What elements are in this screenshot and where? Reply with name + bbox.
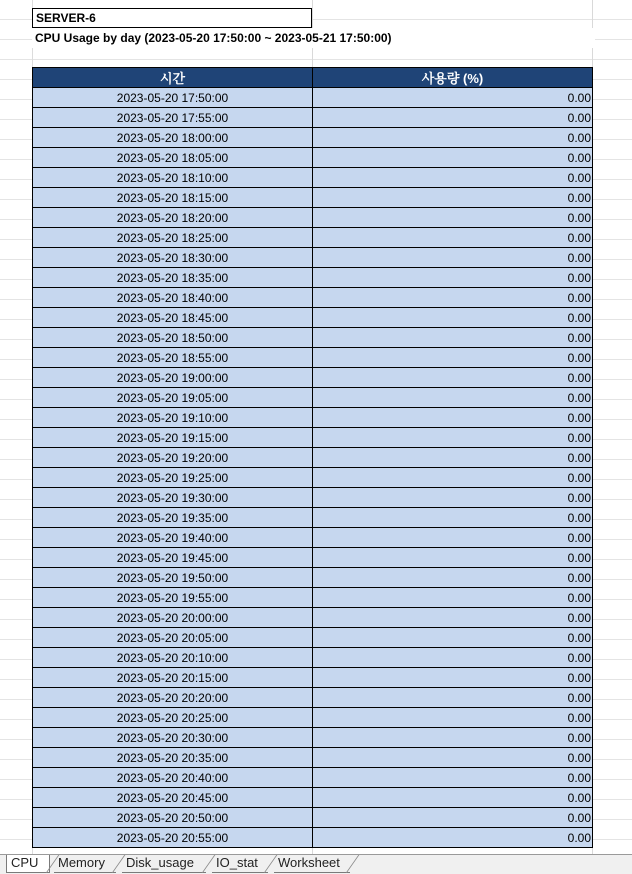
table-row	[33, 128, 593, 148]
time-cell[interactable]: 2023-05-20 20:35:00	[33, 748, 313, 768]
table-row	[33, 168, 593, 188]
table-row	[33, 668, 593, 688]
usage-cell[interactable]: 0.00	[313, 808, 593, 828]
time-cell[interactable]: 2023-05-20 20:20:00	[33, 688, 313, 708]
time-cell[interactable]: 2023-05-20 18:40:00	[33, 288, 313, 308]
usage-cell[interactable]: 0.00	[313, 208, 593, 228]
table-row	[33, 528, 593, 548]
time-cell[interactable]: 2023-05-20 20:00:00	[33, 608, 313, 628]
time-column-header[interactable]: 시간	[33, 68, 313, 88]
usage-column-header[interactable]: 사용량 (%)	[313, 68, 593, 88]
sheet-tab-cpu[interactable]: CPU	[6, 855, 50, 873]
usage-cell[interactable]: 0.00	[313, 588, 593, 608]
time-cell[interactable]: 2023-05-20 20:50:00	[33, 808, 313, 828]
time-cell[interactable]: 2023-05-20 18:00:00	[33, 128, 313, 148]
time-cell[interactable]: 2023-05-20 19:55:00	[33, 588, 313, 608]
time-cell[interactable]: 2023-05-20 18:30:00	[33, 248, 313, 268]
usage-cell[interactable]: 0.00	[313, 388, 593, 408]
table-row	[33, 148, 593, 168]
table-row	[33, 748, 593, 768]
usage-cell[interactable]: 0.00	[313, 128, 593, 148]
table-row	[33, 288, 593, 308]
server-label-cell[interactable]: SERVER-6	[32, 8, 312, 28]
sheet-tab-worksheet[interactable]: Worksheet	[274, 855, 350, 873]
table-row	[33, 788, 593, 808]
time-cell[interactable]: 2023-05-20 18:45:00	[33, 308, 313, 328]
usage-cell[interactable]: 0.00	[313, 708, 593, 728]
usage-cell[interactable]: 0.00	[313, 268, 593, 288]
table-row	[33, 188, 593, 208]
cpu-usage-table	[32, 67, 593, 848]
table-row	[33, 648, 593, 668]
usage-cell[interactable]: 0.00	[313, 508, 593, 528]
usage-cell[interactable]: 0.00	[313, 188, 593, 208]
usage-cell[interactable]: 0.00	[313, 768, 593, 788]
time-cell[interactable]: 2023-05-20 19:40:00	[33, 528, 313, 548]
usage-cell[interactable]: 0.00	[313, 548, 593, 568]
time-cell[interactable]: 2023-05-20 19:35:00	[33, 508, 313, 528]
usage-cell[interactable]: 0.00	[313, 628, 593, 648]
table-row	[33, 248, 593, 268]
time-cell[interactable]: 2023-05-20 18:10:00	[33, 168, 313, 188]
usage-cell[interactable]: 0.00	[313, 168, 593, 188]
time-cell[interactable]: 2023-05-20 17:50:00	[33, 88, 313, 108]
time-cell[interactable]: 2023-05-20 19:30:00	[33, 488, 313, 508]
usage-cell[interactable]: 0.00	[313, 88, 593, 108]
time-cell[interactable]: 2023-05-20 20:05:00	[33, 628, 313, 648]
table-header-row	[33, 68, 593, 88]
time-cell[interactable]: 2023-05-20 19:50:00	[33, 568, 313, 588]
time-cell[interactable]: 2023-05-20 18:35:00	[33, 268, 313, 288]
table-row	[33, 448, 593, 468]
time-cell[interactable]: 2023-05-20 19:15:00	[33, 428, 313, 448]
usage-cell[interactable]: 0.00	[313, 368, 593, 388]
time-cell[interactable]: 2023-05-20 20:55:00	[33, 828, 313, 848]
usage-cell[interactable]: 0.00	[313, 348, 593, 368]
table-row	[33, 428, 593, 448]
time-cell[interactable]: 2023-05-20 18:55:00	[33, 348, 313, 368]
table-row	[33, 508, 593, 528]
usage-cell[interactable]: 0.00	[313, 288, 593, 308]
usage-cell[interactable]: 0.00	[313, 828, 593, 848]
usage-cell[interactable]: 0.00	[313, 488, 593, 508]
usage-cell[interactable]: 0.00	[313, 108, 593, 128]
time-cell[interactable]: 2023-05-20 18:50:00	[33, 328, 313, 348]
sheet-tab-io-stat[interactable]: IO_stat	[212, 855, 268, 873]
time-cell[interactable]: 2023-05-20 19:20:00	[33, 448, 313, 468]
time-cell[interactable]: 2023-05-20 17:55:00	[33, 108, 313, 128]
time-cell[interactable]: 2023-05-20 18:05:00	[33, 148, 313, 168]
time-cell[interactable]: 2023-05-20 20:25:00	[33, 708, 313, 728]
table-row	[33, 828, 593, 848]
usage-cell[interactable]: 0.00	[313, 468, 593, 488]
usage-cell[interactable]: 0.00	[313, 568, 593, 588]
table-row	[33, 368, 593, 388]
table-row	[33, 688, 593, 708]
time-cell[interactable]: 2023-05-20 18:25:00	[33, 228, 313, 248]
usage-cell[interactable]: 0.00	[313, 748, 593, 768]
usage-cell[interactable]: 0.00	[313, 228, 593, 248]
time-cell[interactable]: 2023-05-20 19:25:00	[33, 468, 313, 488]
table-row	[33, 308, 593, 328]
time-cell[interactable]: 2023-05-20 19:10:00	[33, 408, 313, 428]
time-cell[interactable]: 2023-05-20 19:00:00	[33, 368, 313, 388]
usage-cell[interactable]: 0.00	[313, 668, 593, 688]
table-row	[33, 708, 593, 728]
table-row	[33, 488, 593, 508]
time-cell[interactable]: 2023-05-20 20:40:00	[33, 768, 313, 788]
time-cell[interactable]: 2023-05-20 20:30:00	[33, 728, 313, 748]
usage-cell[interactable]: 0.00	[313, 648, 593, 668]
sheet-tab-bar	[0, 854, 632, 874]
table-row	[33, 388, 593, 408]
time-cell[interactable]: 2023-05-20 18:20:00	[33, 208, 313, 228]
table-row	[33, 808, 593, 828]
usage-cell[interactable]: 0.00	[313, 408, 593, 428]
sheet-tab-memory[interactable]: Memory	[54, 855, 116, 873]
usage-cell[interactable]: 0.00	[313, 528, 593, 548]
table-row	[33, 728, 593, 748]
time-cell[interactable]: 2023-05-20 20:45:00	[33, 788, 313, 808]
table-row	[33, 208, 593, 228]
usage-cell[interactable]: 0.00	[313, 448, 593, 468]
usage-cell[interactable]: 0.00	[313, 248, 593, 268]
table-row	[33, 588, 593, 608]
report-title-cell[interactable]: CPU Usage by day (2023-05-20 17:50:00 ~ 2023-05-21 17:50:00)	[32, 28, 595, 48]
usage-cell[interactable]: 0.00	[313, 328, 593, 348]
table-row	[33, 408, 593, 428]
time-cell[interactable]: 2023-05-20 20:15:00	[33, 668, 313, 688]
table-row	[33, 348, 593, 368]
table-row	[33, 268, 593, 288]
table-row	[33, 548, 593, 568]
table-row	[33, 88, 593, 108]
time-cell[interactable]: 2023-05-20 20:10:00	[33, 648, 313, 668]
time-cell[interactable]: 2023-05-20 19:05:00	[33, 388, 313, 408]
table-row	[33, 468, 593, 488]
table-row	[33, 628, 593, 648]
time-cell[interactable]: 2023-05-20 18:15:00	[33, 188, 313, 208]
table-row	[33, 228, 593, 248]
usage-cell[interactable]: 0.00	[313, 608, 593, 628]
usage-cell[interactable]: 0.00	[313, 688, 593, 708]
usage-cell[interactable]: 0.00	[313, 428, 593, 448]
table-body	[33, 88, 593, 848]
table-row	[33, 608, 593, 628]
usage-cell[interactable]: 0.00	[313, 308, 593, 328]
sheet-tab-disk-usage[interactable]: Disk_usage	[122, 855, 206, 873]
table-row	[33, 108, 593, 128]
usage-cell[interactable]: 0.00	[313, 728, 593, 748]
usage-cell[interactable]: 0.00	[313, 148, 593, 168]
time-cell[interactable]: 2023-05-20 19:45:00	[33, 548, 313, 568]
table-row	[33, 328, 593, 348]
table-row	[33, 568, 593, 588]
table-row	[33, 768, 593, 788]
usage-cell[interactable]: 0.00	[313, 788, 593, 808]
